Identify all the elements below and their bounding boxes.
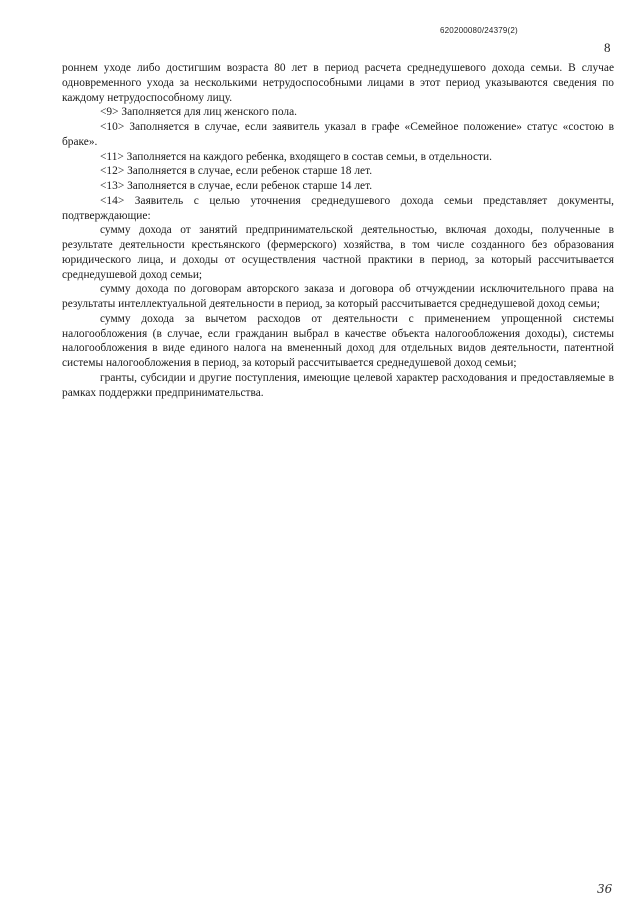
list-item: сумму дохода по договорам авторского заказа и договора об отчуждении исключительного права на результаты интеллектуальной деятельности в период, за который рассчитывается среднедушевой доход семьи;: [62, 283, 614, 310]
footnote-10: <10> Заполняется в случае, если заявитель указал в графе «Семейное положение» статус «состою в браке».: [62, 121, 614, 148]
list-item: сумму дохода за вычетом расходов от деятельности с применением упрощенной системы налогообложения (в случае, если гражданин выбрал в качестве объекта налогообложения доходы), системы налогообложения в виде единого налога на вмененный доход для отдельных видов деятельности, патентной системы налогообложения в период, за который рассчитывается среднедушевой доход семьи;: [62, 312, 614, 369]
footnote-12: <12> Заполняется в случае, если ребенок старше 18 лет.: [100, 165, 373, 178]
footnote-9: <9> Заполняется для лиц женского пола.: [100, 106, 298, 119]
list-item: гранты, субсидии и другие поступления, имеющие целевой характер расходования и предоставляемые в рамках поддержки предпринимательства.: [62, 371, 614, 399]
footnote-11: <11> Заполняется на каждого ребенка, входящего в состав семьи, в отдельности.: [100, 150, 492, 163]
paragraph: роннем уходе либо достигшим возраста 80 лет в период расчета среднедушевого дохода семьи. В случае одновременного ухода за несколькими нетрудоспособными лицами в этот период указываются сведения по каждому нетрудоспособному лицу.: [62, 62, 614, 104]
document-body: [62, 61, 614, 400]
footnote-13: <13> Заполняется в случае, если ребенок старше 14 лет.: [100, 180, 373, 192]
document-id: 620200080/24379(2): [440, 26, 518, 35]
page-number: 8: [604, 40, 611, 55]
list-item: сумму дохода от занятий предпринимательской деятельностью, включая доходы, полученные в результате деятельности крестьянского (фермерского) хозяйства, в том числе созданного без образования юридического лица, и доходы от осуществления частной практики в период, за который рассчитывается среднедушевой доход семьи;: [62, 224, 614, 281]
handwritten-page-mark: 36: [597, 882, 613, 896]
footnote-14: <14> Заявитель с целью уточнения среднедушевого дохода семьи представляет документы, подтверждающие:: [62, 194, 614, 222]
